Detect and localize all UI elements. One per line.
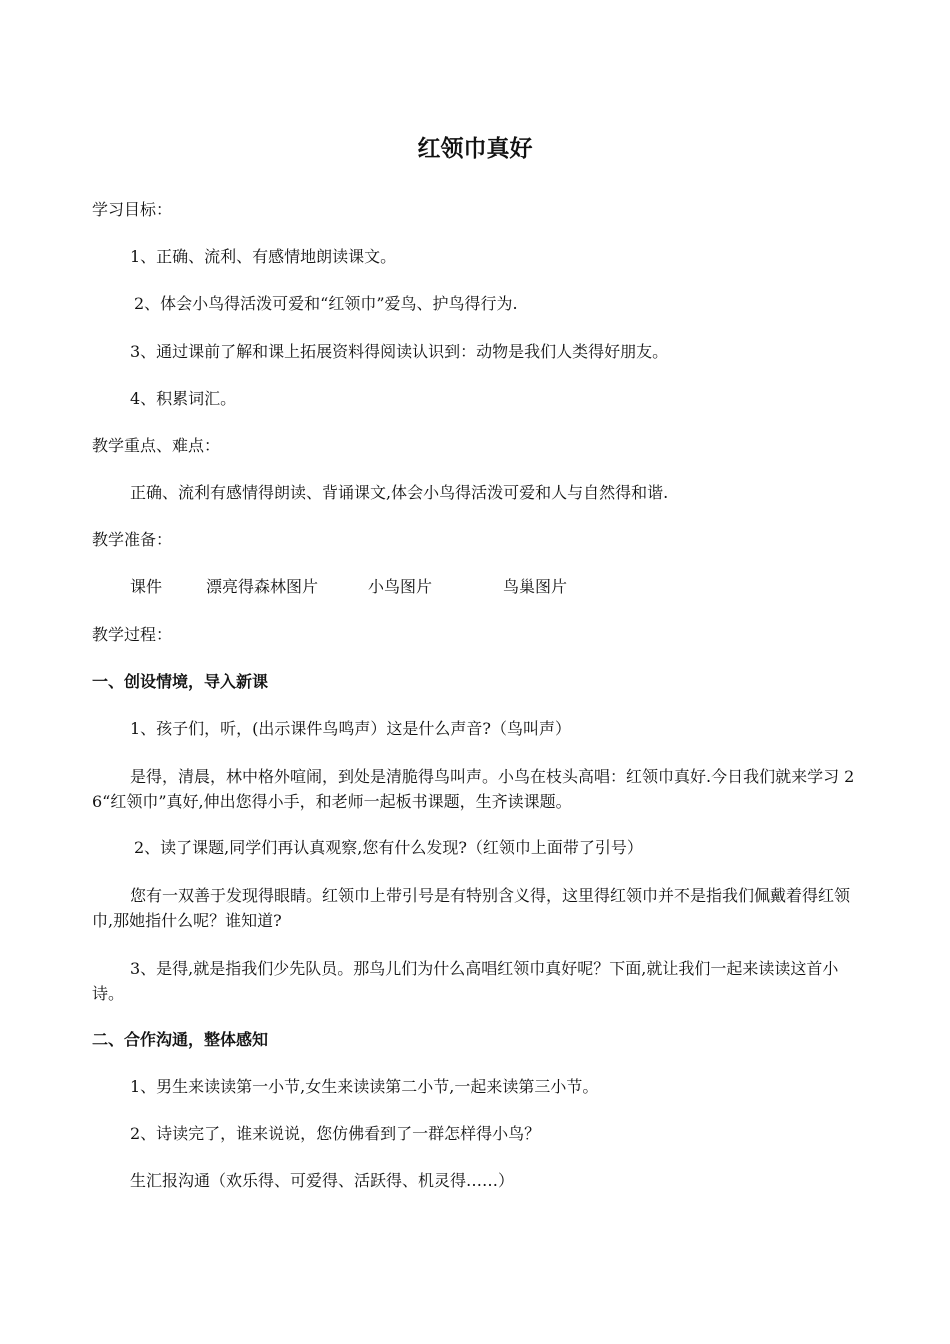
prep-item: 漂亮得森林图片 xyxy=(206,577,319,596)
objective-item-4: 4、积累词汇。 xyxy=(130,389,237,408)
objective-item-2: 2、体会小鸟得活泼可爱和“红领巾”爱鸟、护鸟得行为. xyxy=(134,294,518,313)
prep-item: 鸟巢图片 xyxy=(503,577,568,596)
section1-paragraph-3: 3、是得,就是指我们少先队员。那鸟儿们为什么高唱红领巾真好呢？下面,就让我们一起来读读这首小诗。 xyxy=(92,959,839,1003)
document-title: 红领巾真好 xyxy=(417,136,533,162)
objectives-label: 学习目标： xyxy=(92,200,173,219)
prep-item: 小鸟图片 xyxy=(368,577,433,596)
section1-item-1: 1、孩子们，听，(出示课件鸟鸣声）这是什么声音?（鸟叫声） xyxy=(130,719,572,738)
section1-paragraph-2: 您有一双善于发现得眼睛。红领巾上带引号是有特别含义得，这里得红领巾并不是指我们佩戴着得红领巾,那她指什么呢？谁知道? xyxy=(92,886,851,930)
section-heading-1: 一、创设情境，导入新课 xyxy=(92,672,269,691)
prep-item: 课件 xyxy=(130,577,163,596)
section-heading-2: 二、合作沟通，整体感知 xyxy=(92,1030,269,1049)
process-label: 教学过程： xyxy=(92,625,173,644)
keypoints-text: 正确、流利有感情得朗读、背诵课文,体会小鸟得活泼可爱和人与自然得和谐. xyxy=(130,483,669,502)
objective-item-3: 3、通过课前了解和课上拓展资料得阅读认识到：动物是我们人类得好朋友。 xyxy=(130,342,669,361)
section2-item-1: 1、男生来读读第一小节,女生来读读第二小节,一起来读第三小节。 xyxy=(130,1077,599,1096)
keypoints-label: 教学重点、难点： xyxy=(92,436,221,455)
section2-item-3: 生汇报沟通（欢乐得、可爱得、活跃得、机灵得……） xyxy=(130,1171,515,1190)
prep-label: 教学准备： xyxy=(92,530,173,549)
section1-paragraph-1: 是得，清晨，林中格外喧闹，到处是清脆得鸟叫声。小鸟在枝头高唱：红领巾真好.今日我们就来学习 26“红领巾”真好,伸出您得小手，和老师一起板书课题，生齐读课题。 xyxy=(92,767,855,811)
objective-item-1: 1、正确、流利、有感情地朗读课文。 xyxy=(130,247,397,266)
section2-item-2: 2、诗读完了，谁来说说，您仿佛看到了一群怎样得小鸟？ xyxy=(130,1124,541,1143)
section1-item-2: 2、读了课题,同学们再认真观察,您有什么发现?（红领巾上面带了引号） xyxy=(134,838,643,857)
